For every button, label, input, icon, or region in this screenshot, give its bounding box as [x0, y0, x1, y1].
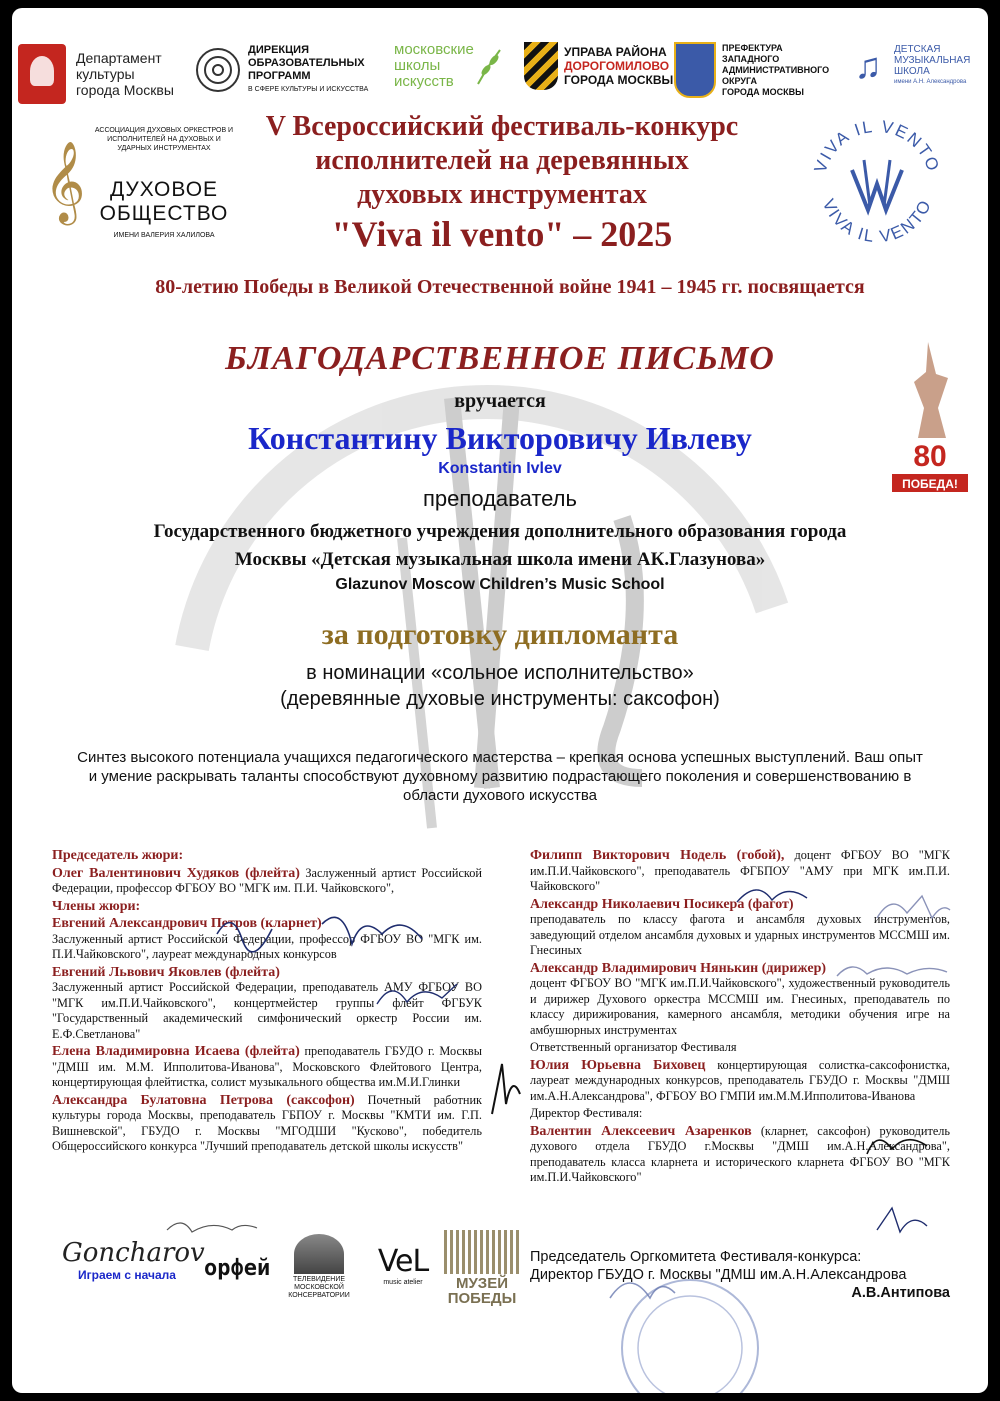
logo-text: АДМИНИСТРАТИВНОГО — [722, 64, 830, 75]
festival-title-line: исполнителей на деревянных — [315, 145, 689, 176]
recipient-organization — [32, 518, 968, 574]
award-reason: за подготовку дипломанта — [321, 618, 679, 651]
viva-il-vento-logo — [806, 114, 948, 256]
orfey-logo: орфей — [204, 1256, 271, 1281]
moscow-arts-schools-logo — [394, 42, 504, 90]
logo-text: ОКРУГА — [722, 75, 758, 86]
organization-line: Москвы «Детская музыкальная школа имени АК.Глазунова» — [234, 549, 766, 570]
logo-text: ДУХОВОЕ — [109, 178, 219, 201]
recipient-role: преподаватель — [423, 486, 577, 511]
childrens-music-school-logo — [848, 44, 970, 88]
vel-logo — [368, 1244, 438, 1286]
director-name: Валентин Алексеевич Азаренков — [530, 1123, 752, 1139]
jury-chair-heading: Председатель жюри: — [52, 848, 184, 863]
jury-members-heading: Члены жюри: — [52, 898, 141, 914]
treble-clef-icon: 𝄞 — [44, 142, 86, 220]
jury-member-desc: преподаватель по классу фагота и ансамбля духовых инструментов, заведующий отделом ансамбля духовых и ударных инструментов МССМШ им. Гнесиных — [530, 912, 950, 957]
jury-member-desc: Заслуженный артист Российской Федерации, профессор ФГБОУ ВО "МГК им. П.И. Чайковского", — [52, 865, 483, 895]
prefecture-logo — [674, 42, 829, 98]
sponsor-text: ТЕЛЕВИДЕНИЕ МОСКОВСКОЙ КОНСЕРВАТОРИИ — [288, 1276, 350, 1299]
jury-member-name: Филипп Викторович Нодель (гобой), — [530, 848, 785, 863]
sponsor-text: МУЗЕЙ — [455, 1275, 508, 1292]
letter-title: БЛАГОДАРСТВЕННОЕ ПИСЬМО — [225, 340, 775, 377]
logo-text: МУЗЫКАЛЬНАЯ — [894, 55, 971, 66]
jury-member-desc: доцент ФГБОУ ВО "МГК им.П.И.Чайковского", художественный руководитель и дирижер Духового оркестра МССМШ им. Гнесиных, преподаватель по классу дирижирования, камерного ансамбля, методики обучения игре на амбушюрных инструментах — [530, 976, 950, 1037]
sponsor-logos-row — [52, 1230, 522, 1310]
victory-museum-logo — [444, 1230, 520, 1306]
logo-text: искусств — [394, 73, 454, 90]
org-committee — [530, 1248, 950, 1302]
partner-logos-row — [12, 38, 988, 118]
org-committee-line: Председатель Оргкомитета Фестиваля-конкурса: — [530, 1249, 862, 1265]
music-note-icon: ♫ — [854, 45, 882, 86]
logo-text: школы — [394, 57, 441, 74]
victory-word: ПОБЕДА! — [902, 477, 958, 491]
logo-text: В СФЕРЕ КУЛЬТУРЫ И ИСКУССТВА — [248, 86, 369, 93]
thanks-paragraph: Синтез высокого потенциала учащихся педагогического мастерства – крепкая основа успешных выступлений. Ваш опыт и умение раскрывать таланты способствуют духовному развитию подрастающего поколения и совершенствованию в области духового искусства — [77, 749, 923, 804]
jury-member-desc: Заслуженный артист Российской Федерации, преподаватель АМУ ФГБОУ ВО "МГК им.П.И.Чайковского", концертмейстер группы флейт ФГБУК "Государственный академический симфонический оркестр России им. Е.Ф.Светланова" — [52, 980, 482, 1041]
logo-text: культуры — [76, 66, 135, 82]
victory-number: 80 — [913, 440, 947, 473]
conservatory-building-icon — [294, 1234, 344, 1274]
logo-text: ДИРЕКЦИЯ — [248, 44, 309, 56]
nomination-line: в номинации «сольное исполнительство» — [306, 662, 694, 684]
sponsor-text: Goncharov — [62, 1238, 205, 1268]
logo-text: ОБЩЕСТВО — [99, 202, 229, 225]
jury-member-name: Евгений Львович Яковлев (флейта) — [52, 964, 280, 980]
organization-en: Glazunov Moscow Children’s Music School — [335, 576, 665, 593]
recipient-name: Константину Викторовичу Ивлеву — [248, 420, 752, 456]
olive-branch-icon — [474, 46, 504, 86]
logo-text: ДОРОГОМИЛОВО — [564, 59, 670, 73]
prefecture-shield-icon — [674, 42, 716, 98]
jury-member-desc: доцент ФГБОУ ВО "МГК им.П.И.Чайковского", преподаватель ФГБПОУ "АМУ при МГК им.П.И. Чайковского" — [530, 848, 950, 893]
logo-text: ПРЕФЕКТУРА — [722, 42, 783, 53]
jury-member-name: Александр Николаевич Посикера (фагот) — [530, 896, 794, 912]
signature-isaeva — [482, 1054, 526, 1124]
district-shield-icon — [524, 42, 558, 90]
sponsor-text: ПОБЕДЫ — [447, 1290, 517, 1307]
logo-text: ИМЕНИ ВАЛЕРИЯ ХАЛИЛОВА — [113, 232, 215, 239]
jury-member-desc: Заслуженный артист Российской Федерации, профессор ФГБОУ ВО "МГК им. П.И.Чайковского", лауреат международных конкурсов — [52, 931, 482, 961]
jury-member-name: Александр Владимирович Нянькин (дирижер) — [530, 960, 827, 976]
logo-text: Департамент — [76, 50, 162, 66]
jury-left-column — [52, 848, 482, 1157]
festival-title-line: V Всероссийский фестиваль-конкурс — [265, 111, 739, 142]
dorogomilovo-logo — [524, 42, 673, 90]
signature-azarenkov — [872, 1200, 932, 1240]
logo-text: московские — [394, 41, 474, 58]
sponsor-text: Играем с начала — [78, 1268, 176, 1282]
director-desc: (кларнет, саксофон) руководитель духового отдела ГБУДО г.Москвы "ДМШ им.А.Н.Александрова", преподаватель класса кларнета и исторического кларнета ФГБОУ ВО "МГК им.П.И.Чайковского" — [530, 1123, 951, 1184]
org-committee-signatory: А.В.Антипова — [851, 1285, 950, 1301]
organizer-heading: Ответственный организатор Фестиваля — [530, 1040, 737, 1054]
festival-title-line: духовых инструментах — [357, 179, 647, 210]
logo-text: УПРАВА РАЙОНА — [564, 45, 667, 59]
jury-member-name: Александра Булатовна Петрова (саксофон) — [52, 1092, 355, 1108]
recipient-name-en: Konstantin Ivlev — [438, 460, 562, 477]
moscow-coat-of-arms-icon — [18, 44, 66, 104]
logo-text: ШКОЛА — [894, 66, 930, 77]
sponsor-text: VeL — [377, 1244, 429, 1279]
logo-text: ДЕТСКАЯ — [894, 44, 941, 55]
sponsor-text: music atelier — [383, 1279, 423, 1286]
organizer-name: Юлия Юрьевна Биховец — [530, 1057, 706, 1073]
logo-text: города Москвы — [76, 82, 174, 98]
presented-to-label: вручается — [454, 390, 546, 412]
concentric-circles-icon — [196, 48, 240, 92]
jury-member-name: Олег Валентинович Худяков (флейта) — [52, 865, 300, 881]
logo-text: ОБРАЗОВАТЕЛЬНЫХ — [248, 57, 365, 69]
organizer-desc: концертирующая солистка-саксофонистка, лауреат международных конкурсов, преподаватель ГБУДО г. Москвы "ДМШ им.А.Н.Александрова", ФГБОУ ВО ГМПИ им.М.М.Ипполитова-Иванова — [530, 1057, 950, 1103]
jury-member-name: Евгений Александрович Петров (кларнет) — [52, 916, 322, 931]
org-committee-line: Директор ГБУДО г. Москвы "ДМШ им.А.Н.Александрова — [530, 1267, 907, 1283]
logo-text: имени А.Н. Александрова — [894, 79, 967, 85]
director-heading: Директор Фестиваля: — [530, 1106, 643, 1120]
directorate-logo — [196, 44, 368, 96]
logo-text: ПРОГРАММ — [248, 70, 311, 82]
logo-text: АССОЦИАЦИЯ ДУХОВЫХ ОРКЕСТРОВ И ИСПОЛНИТЕЛЕЙ НА ДУХОВЫХ И УДАРНЫХ ИНСТРУМЕНТАХ — [94, 127, 234, 152]
jury-right-column — [530, 848, 950, 1188]
jury-member-name: Елена Владимировна Исаева (флейта) — [52, 1044, 300, 1059]
jury-member-desc: преподаватель ГБУДО г. Москвы "ДМШ им. М.М. Ипполитова-Иванова", Московского Флейтового Центра, концертирующая флейтистка, солист музыкального общества им.М.И.Глинки — [52, 1044, 482, 1089]
certificate-page — [12, 8, 988, 1393]
moscow-culture-logo — [18, 44, 174, 104]
organization-line: Государственного бюджетного учреждения дополнительного образования города — [153, 521, 847, 542]
logo-text: ЗАПАДНОГО — [722, 53, 780, 64]
goncharov-logo — [62, 1238, 205, 1282]
conservatory-tv-logo — [274, 1234, 364, 1300]
jury-member-desc: Почетный работник культуры города Москвы, преподаватель ГБПОУ г. Москвы "КМТИ им. Г.П. Вишневской", ГБУДО г. Москвы "МГОДШИ "Кусково", победитель Общероссийского конкурса "Лучший преподаватель детской школы искусств" — [52, 1092, 483, 1153]
museum-building-icon — [444, 1230, 520, 1274]
logo-text: ГОРОДА МОСКВЫ — [564, 73, 674, 87]
logo-arc-text-top: VIVA IL VENTO — [810, 116, 944, 176]
instruments-line: (деревянные духовые инструменты: саксофон) — [280, 688, 720, 710]
victory-dedication: 80-летию Победы в Великой Отечественной войне 1941 – 1945 гг. посвящается — [155, 276, 865, 298]
nomination — [12, 660, 988, 712]
festival-title — [212, 110, 792, 212]
logo-arc-text-bottom: VIVA IL VENTO — [818, 195, 936, 247]
festival-name-year: "Viva il vento" – 2025 — [331, 214, 673, 254]
logo-text: ГОРОДА МОСКВЫ — [722, 86, 804, 97]
